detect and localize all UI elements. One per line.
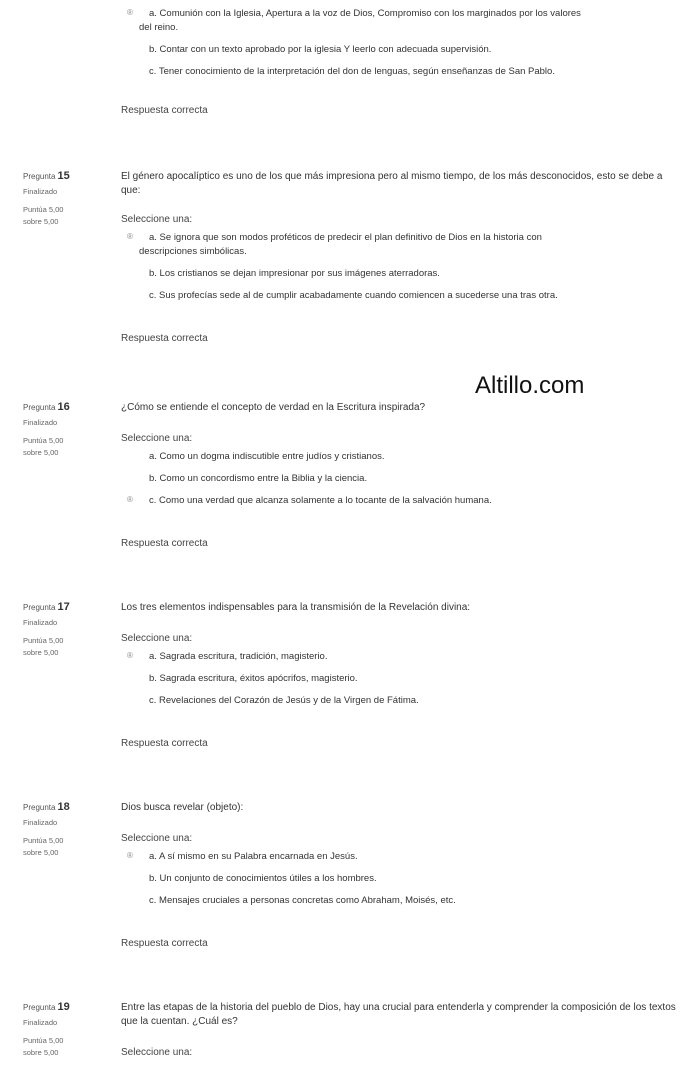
question-body bbox=[121, 1001, 681, 1058]
question-state: Finalizado bbox=[23, 187, 58, 196]
question-text: ¿Cómo se entiende el concepto de verdad en la Escritura inspirada? bbox=[121, 402, 426, 413]
question-info bbox=[23, 801, 113, 859]
question-grade: Puntúa 5,00 sobre 5,00 bbox=[23, 205, 64, 226]
option-b[interactable]: b. Un conjunto de conocimientos útiles a los hombres. bbox=[149, 873, 377, 884]
select-label: Seleccione una: bbox=[121, 633, 193, 644]
option-b[interactable]: b. Contar con un texto aprobado por la iglesia Y leerlo con adecuada supervisión. bbox=[149, 44, 492, 55]
option-c[interactable]: c. Sus profecías sede al de cumplir acabadamente cuando comiencen a sucederse una tras otra. bbox=[149, 290, 558, 301]
option-a[interactable]: ® a. Comunión con la Iglesia, Apertura a la voz de Dios, Compromiso con los marginados por los valores del reino. bbox=[127, 8, 581, 33]
option-c[interactable]: c. Mensajes cruciales a personas concretas como Abraham, Moisés, etc. bbox=[149, 895, 456, 906]
question-state: Finalizado bbox=[23, 618, 58, 627]
answer-options bbox=[121, 650, 681, 708]
option-a[interactable]: a. Como un dogma indiscutible entre judíos y cristianos. bbox=[149, 451, 385, 462]
answer-options bbox=[121, 450, 681, 508]
select-label: Seleccione una: bbox=[121, 1047, 193, 1058]
watermark-logo: Altillo.com bbox=[475, 372, 585, 399]
selected-mark-icon: ® bbox=[127, 651, 133, 660]
option-a[interactable]: ® a. A sí mismo en su Palabra encarnada en Jesús. bbox=[127, 851, 358, 862]
option-c[interactable]: c. Tener conocimiento de la interpretación del don de lenguas, según enseñanzas de San Pablo. bbox=[149, 66, 555, 77]
previous-options bbox=[121, 7, 681, 79]
question-text: El género apocalíptico es uno de los que más impresiona pero al mismo tiempo, de los más desconocidos, esto se debe a que: bbox=[121, 171, 663, 196]
question-body bbox=[121, 170, 681, 344]
question-number: Pregunta 18 bbox=[23, 801, 70, 813]
selected-mark-icon: ® bbox=[127, 8, 133, 17]
question-info bbox=[23, 170, 113, 228]
question-number: Pregunta 17 bbox=[23, 601, 70, 613]
answer-options bbox=[121, 231, 681, 303]
question-body bbox=[121, 801, 681, 949]
question-info bbox=[23, 401, 113, 459]
question-number: Pregunta 15 bbox=[23, 170, 70, 182]
question-grade: Puntúa 5,00 sobre 5,00 bbox=[23, 636, 64, 657]
option-c[interactable]: ® c. Como una verdad que alcanza solamente a lo tocante de la salvación humana. bbox=[127, 495, 492, 506]
feedback-text: Respuesta correcta bbox=[121, 538, 208, 549]
feedback-text: Respuesta correcta bbox=[121, 938, 208, 949]
option-c[interactable]: c. Revelaciones del Corazón de Jesús y de la Virgen de Fátima. bbox=[149, 695, 419, 706]
option-a[interactable]: ® a. Sagrada escritura, tradición, magisterio. bbox=[127, 651, 328, 662]
question-body bbox=[121, 401, 681, 549]
select-label: Seleccione una: bbox=[121, 214, 193, 225]
selected-mark-icon: ® bbox=[127, 495, 133, 504]
select-label: Seleccione una: bbox=[121, 433, 193, 444]
question-info bbox=[23, 1001, 113, 1059]
question-state: Finalizado bbox=[23, 818, 58, 827]
answer-options bbox=[121, 850, 681, 908]
question-text: Los tres elementos indispensables para la transmisión de la Revelación divina: bbox=[121, 602, 471, 613]
question-grade: Puntúa 5,00 sobre 5,00 bbox=[23, 836, 64, 857]
feedback-text: Respuesta correcta bbox=[121, 333, 208, 344]
option-a[interactable]: ® a. Se ignora que son modos proféticos de predecir el plan definitivo de Dios en la historia con descripciones simbólicas. bbox=[127, 232, 542, 257]
question-info bbox=[23, 601, 113, 659]
question-text: Entre las etapas de la historia del pueblo de Dios, hay una crucial para entenderla y comprender la composición de los textos que la cuentan. ¿Cuál es? bbox=[121, 1002, 676, 1027]
question-number: Pregunta 19 bbox=[23, 1001, 70, 1013]
select-label: Seleccione una: bbox=[121, 833, 193, 844]
selected-mark-icon: ® bbox=[127, 851, 133, 860]
previous-question-body bbox=[121, 7, 681, 116]
option-b[interactable]: b. Los cristianos se dejan impresionar por sus imágenes aterradoras. bbox=[149, 268, 440, 279]
question-state: Finalizado bbox=[23, 418, 58, 427]
question-grade: Puntúa 5,00 sobre 5,00 bbox=[23, 436, 64, 457]
option-b[interactable]: b. Sagrada escritura, éxitos apócrifos, magisterio. bbox=[149, 673, 358, 684]
question-state: Finalizado bbox=[23, 1018, 58, 1027]
option-b[interactable]: b. Como un concordismo entre la Biblia y la ciencia. bbox=[149, 473, 368, 484]
question-text: Dios busca revelar (objeto): bbox=[121, 802, 244, 813]
question-body bbox=[121, 601, 681, 749]
feedback-text: Respuesta correcta bbox=[121, 738, 208, 749]
question-number: Pregunta 16 bbox=[23, 401, 70, 413]
feedback-text: Respuesta correcta bbox=[121, 105, 208, 116]
selected-mark-icon: ® bbox=[127, 232, 133, 241]
question-grade: Puntúa 5,00 sobre 5,00 bbox=[23, 1036, 64, 1057]
